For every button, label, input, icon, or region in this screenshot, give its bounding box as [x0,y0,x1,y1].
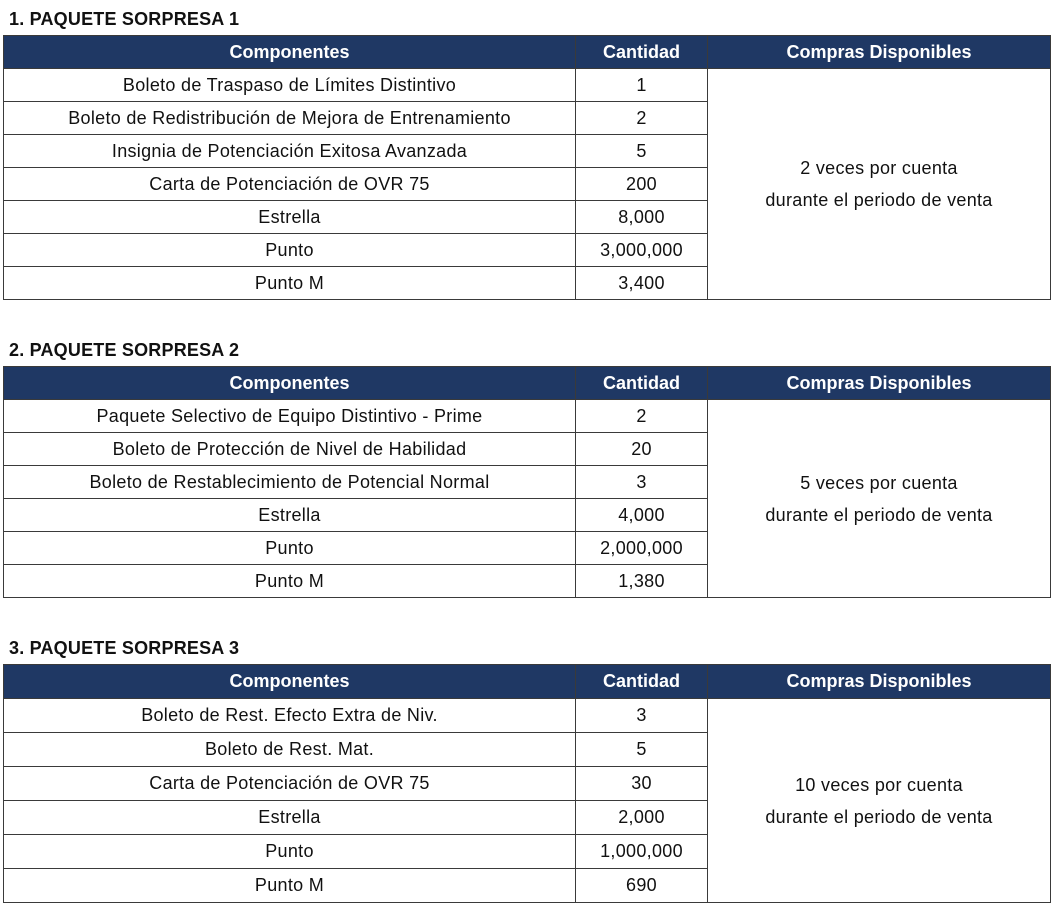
quantity-cell: 2,000,000 [576,532,708,565]
component-cell: Punto [4,835,576,869]
component-cell: Paquete Selectivo de Equipo Distintivo - Prime [4,400,576,433]
column-header-components: Componentes [4,36,576,69]
quantity-cell: 3,400 [576,267,708,300]
package-table [3,35,1051,300]
package-table [3,664,1051,903]
package-table [3,366,1051,598]
column-header-components: Componentes [4,665,576,699]
table-header-row [4,36,1051,69]
component-cell: Estrella [4,801,576,835]
package-title: 3. PAQUETE SORPRESA 3 [9,638,240,658]
purchases-limit: 2 veces por cuenta [800,158,958,178]
component-cell: Boleto de Restablecimiento de Potencial Normal [4,466,576,499]
package-title: 1. PAQUETE SORPRESA 1 [9,9,240,29]
purchases-cell [708,69,1051,300]
purchases-limit: 5 veces por cuenta [800,472,958,493]
quantity-cell: 690 [576,869,708,903]
quantity-cell: 1,380 [576,565,708,598]
component-cell: Carta de Potenciación de OVR 75 [4,767,576,801]
component-cell: Punto M [4,869,576,903]
component-cell: Punto M [4,267,576,300]
quantity-cell: 5 [576,733,708,767]
column-header-quantity: Cantidad [576,665,708,699]
component-cell: Carta de Potenciación de OVR 75 [4,168,576,201]
quantity-cell: 4,000 [576,499,708,532]
component-cell: Insignia de Potenciación Exitosa Avanzada [4,135,576,168]
quantity-cell: 5 [576,135,708,168]
quantity-cell: 3,000,000 [576,234,708,267]
column-header-quantity: Cantidad [576,36,708,69]
column-header-purchases: Compras Disponibles [708,665,1051,699]
package-title: 2. PAQUETE SORPRESA 2 [9,340,240,360]
column-header-quantity: Cantidad [576,367,708,400]
purchases-cell [708,699,1051,903]
purchases-period: durante el periodo de venta [765,190,993,210]
component-cell: Boleto de Traspaso de Límites Distintivo [4,69,576,102]
column-header-purchases: Compras Disponibles [708,367,1051,400]
quantity-cell: 3 [576,466,708,499]
component-cell: Boleto de Rest. Efecto Extra de Niv. [4,699,576,733]
column-header-purchases: Compras Disponibles [708,36,1051,69]
component-cell: Punto [4,532,576,565]
component-cell: Estrella [4,201,576,234]
component-cell: Boleto de Rest. Mat. [4,733,576,767]
table-row [4,69,1051,102]
quantity-cell: 2 [576,400,708,433]
component-cell: Boleto de Protección de Nivel de Habilidad [4,433,576,466]
table-row [4,699,1051,733]
purchases-period: durante el periodo de venta [765,806,993,827]
purchases-cell [708,400,1051,598]
quantity-cell: 2 [576,102,708,135]
component-cell: Estrella [4,499,576,532]
quantity-cell: 1 [576,69,708,102]
column-header-components: Componentes [4,367,576,400]
quantity-cell: 8,000 [576,201,708,234]
quantity-cell: 2,000 [576,801,708,835]
table-header-row [4,367,1051,400]
quantity-cell: 3 [576,699,708,733]
quantity-cell: 20 [576,433,708,466]
component-cell: Punto [4,234,576,267]
quantity-cell: 200 [576,168,708,201]
table-row [4,400,1051,433]
table-header-row [4,665,1051,699]
quantity-cell: 1,000,000 [576,835,708,869]
component-cell: Boleto de Redistribución de Mejora de Entrenamiento [4,102,576,135]
purchases-limit: 10 veces por cuenta [795,774,963,795]
component-cell: Punto M [4,565,576,598]
purchases-period: durante el periodo de venta [765,504,993,525]
quantity-cell: 30 [576,767,708,801]
